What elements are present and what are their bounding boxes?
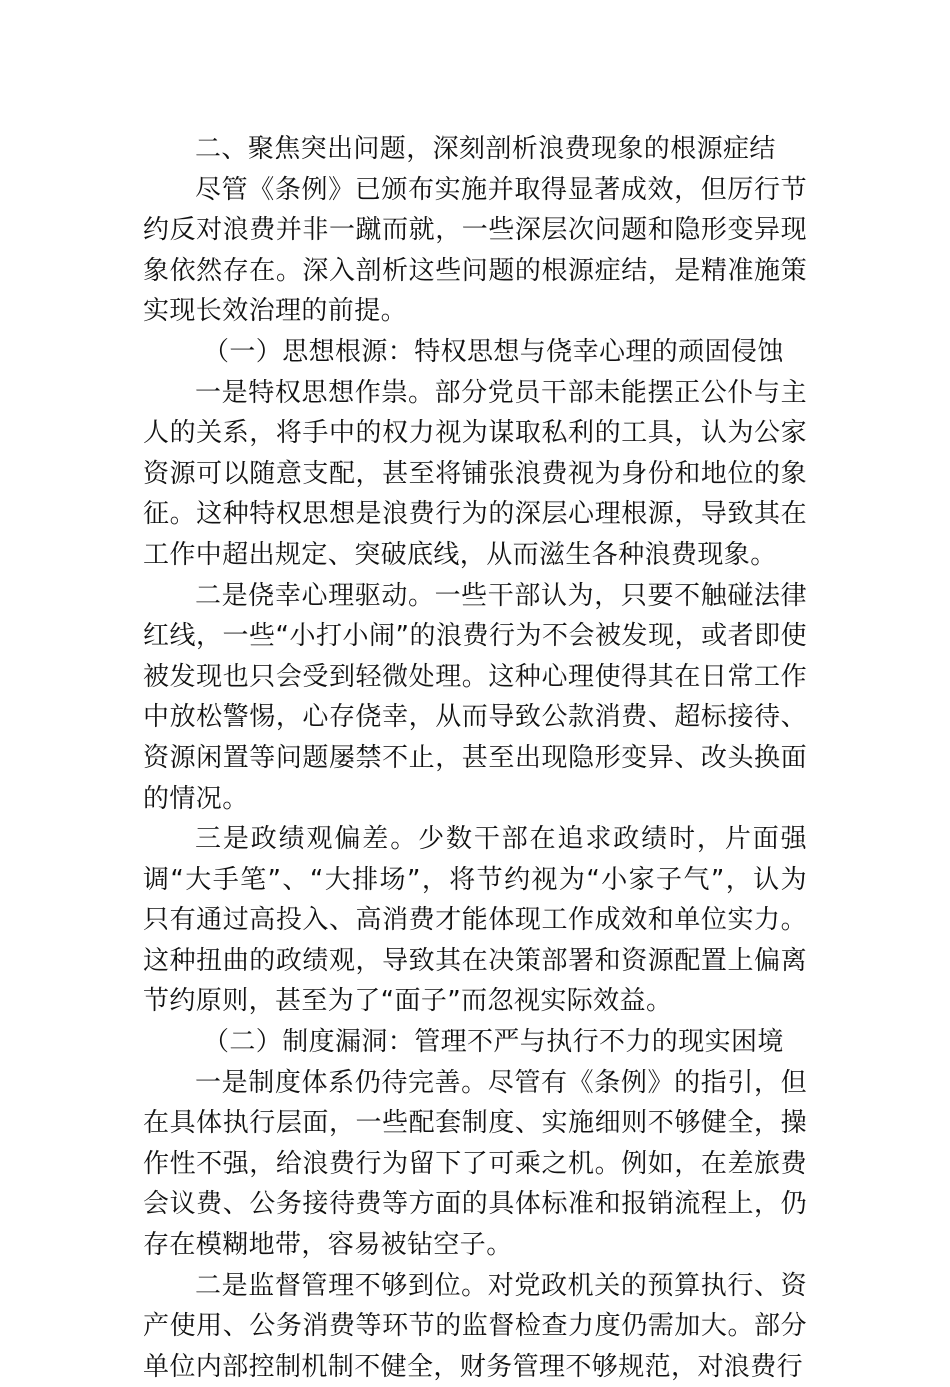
paragraph-performance: 三是政绩观偏差。少数干部在追求政绩时，片面强调“大手笔”、“大排场”，将节约视为“小家子气”，认为只有通过高投入、高消费才能体现工作成效和单位实力。这种扭曲的政绩观，导致其在决策部署和资源配置上偏离节约原则，甚至为了“面子”而忽视实际效益。 bbox=[143, 824, 807, 1017]
paragraph-privilege: 一是特权思想作祟。部分党员干部未能摆正公仆与主人的关系，将手中的权力视为谋取私利的工具，认为公家资源可以随意支配，甚至将铺张浪费视为身份和地位的象征。这种特权思想是浪费行为的深层心理根源，导致其在工作中超出规定、突破底线，从而滋生各种浪费现象。 bbox=[143, 377, 807, 570]
paragraph-system: 一是制度体系仍待完善。尽管有《条例》的指引，但在具体执行层面，一些配套制度、实施细则不够健全，操作性不强，给浪费行为留下了可乘之机。例如，在差旅费会议费、公务接待费等方面的具体标准和报销流程上，仍存在模糊地带，容易被钻空子。 bbox=[143, 1067, 807, 1261]
section-heading: 二、聚焦突出问题，深刻剖析浪费现象的根源症结 bbox=[195, 134, 776, 164]
paragraph-luck: 二是侥幸心理驱动。一些干部认为，只要不触碰法律红线，一些“小打小闹”的浪费行为不会被发现，或者即使被发现也只会受到轻微处理。这种心理使得其在日常工作中放松警惕，心存侥幸，从而导致公款消费、超标接待、资源闲置等问题屡禁不止，甚至出现隐形变异、改头换面的情况。 bbox=[143, 580, 807, 814]
intro-paragraph: 尽管《条例》已颁布实施并取得显著成效，但厉行节约反对浪费并非一蹴而就，一些深层次问题和隐形变异现象依然存在。深入剖析这些问题的根源症结，是精准施策实现长效治理的前提。 bbox=[143, 174, 807, 327]
document-body bbox=[143, 129, 807, 1387]
paragraph-supervision: 二是监督管理不够到位。对党政机关的预算执行、资产使用、公务消费等环节的监督检查力度仍需加大。部分单位内部控制机制不健全，财务管理不够规范，对浪费行 bbox=[143, 1270, 807, 1382]
subsection-heading-1: （一）思想根源：特权思想与侥幸心理的顽固侵蚀 bbox=[203, 336, 784, 367]
subsection-heading-2: （二）制度漏洞：管理不严与执行不力的现实困境 bbox=[203, 1027, 784, 1058]
